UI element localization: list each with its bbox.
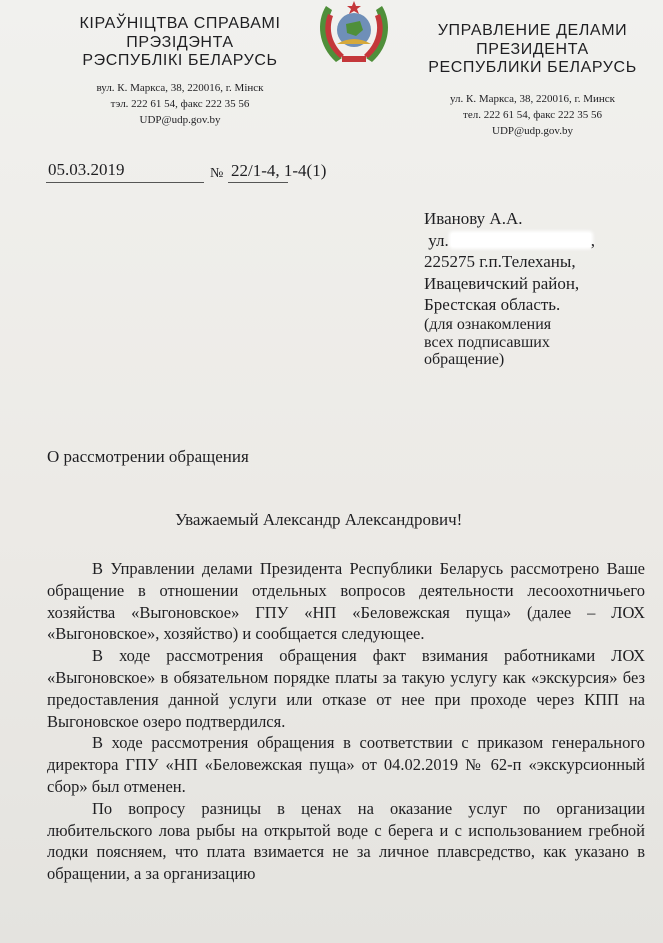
date-underline [46,182,204,183]
org-name-line: РЭСПУБЛІКІ БЕЛАРУСЬ [82,52,278,70]
email: UDP@udp.gov.by [139,113,221,126]
phone: тел. 222 61 54, факс 222 35 56 [463,108,602,121]
recipient-address-line: Брестская область. [424,295,561,314]
body-paragraph: В ходе рассмотрения обращения в соответствии с приказом генерального директора ГПУ «НП «Беловежская пуща» от 04.02.2019 № 62-п «экскурсионный сбор» был отменен. [47,733,645,796]
org-name-line: РЕСПУБЛИКИ БЕЛАРУСЬ [428,59,637,77]
recipient-street [424,230,595,252]
recipient-address-line: 225275 г.п.Телеханы, [424,252,576,271]
org-name-line: ПРЭЗІДЭНТА [126,33,234,51]
org-name-line: ПРЕЗИДЕНТА [476,40,589,58]
body-paragraph: В ходе рассмотрения обращения факт взимания работниками ЛОХ «Выгоновское» в обязательном порядке платы за такую услугу как «экскурсия» без предоставления данной услуги или отказе от нее при проходе через КПП на Выгоновское озеро подтвердился. [47,646,645,731]
header-belarusian [55,15,305,128]
registration-number: 22/1-4, 1-4(1) [231,161,327,180]
note-line: всех подписавших [424,333,550,351]
contact-block [410,92,655,140]
state-emblem-icon [314,0,394,68]
number-sign: № [210,166,224,181]
recipient-block [424,208,595,316]
header-russian [410,22,655,139]
body-paragraph: В Управлении делами Президента Республики Беларусь рассмотрено Ваше обращение в отношении отдельных вопросов деятельности лесоохотничьего хозяйства «Выгоновское» ГПУ «НП «Беловежская пуща» (далее – ЛОХ «Выгоновское», хозяйство) и сообщается следующее. [47,559,645,644]
phone: тэл. 222 61 54, факс 222 35 56 [110,97,250,110]
address: ул. К. Маркса, 38, 220016, г. Минск [449,92,616,105]
number-underline [228,182,288,183]
body-paragraph: По вопросу разницы в ценах на оказание услуг по организации любительского лова рыбы на открытой воде с берега и с использованием гребной лодки поясняем, что плата взимается не за личное плавсредство, как указано в обращении, а за организацию [47,798,645,884]
address: вул. К. Маркса, 38, 220016, г. Мінск [96,81,264,94]
street-prefix: ул. [428,230,449,250]
street-suffix: , [590,230,595,250]
email: UDP@udp.gov.by [492,124,573,137]
contact-block [55,81,305,129]
letter-subject: О рассмотрении обращения [47,447,249,466]
note-line: обращение) [424,351,505,368]
recipient-address-line: Ивацевичский район, [424,273,580,293]
note-line: (для ознакомления [424,316,552,333]
redaction-mark [451,233,591,247]
letter-greeting: Уважаемый Александр Александрович! [175,510,463,529]
org-name-line: УПРАВЛЕНИЕ ДЕЛАМИ [437,22,628,39]
recipient-name: Иванову А.А. [424,209,523,228]
org-name-line: КІРАЎНІЦТВА СПРАВАМІ [79,15,281,32]
letter-body [47,558,645,885]
document-date: 05.03.2019 [48,160,125,179]
recipient-note [424,316,551,369]
